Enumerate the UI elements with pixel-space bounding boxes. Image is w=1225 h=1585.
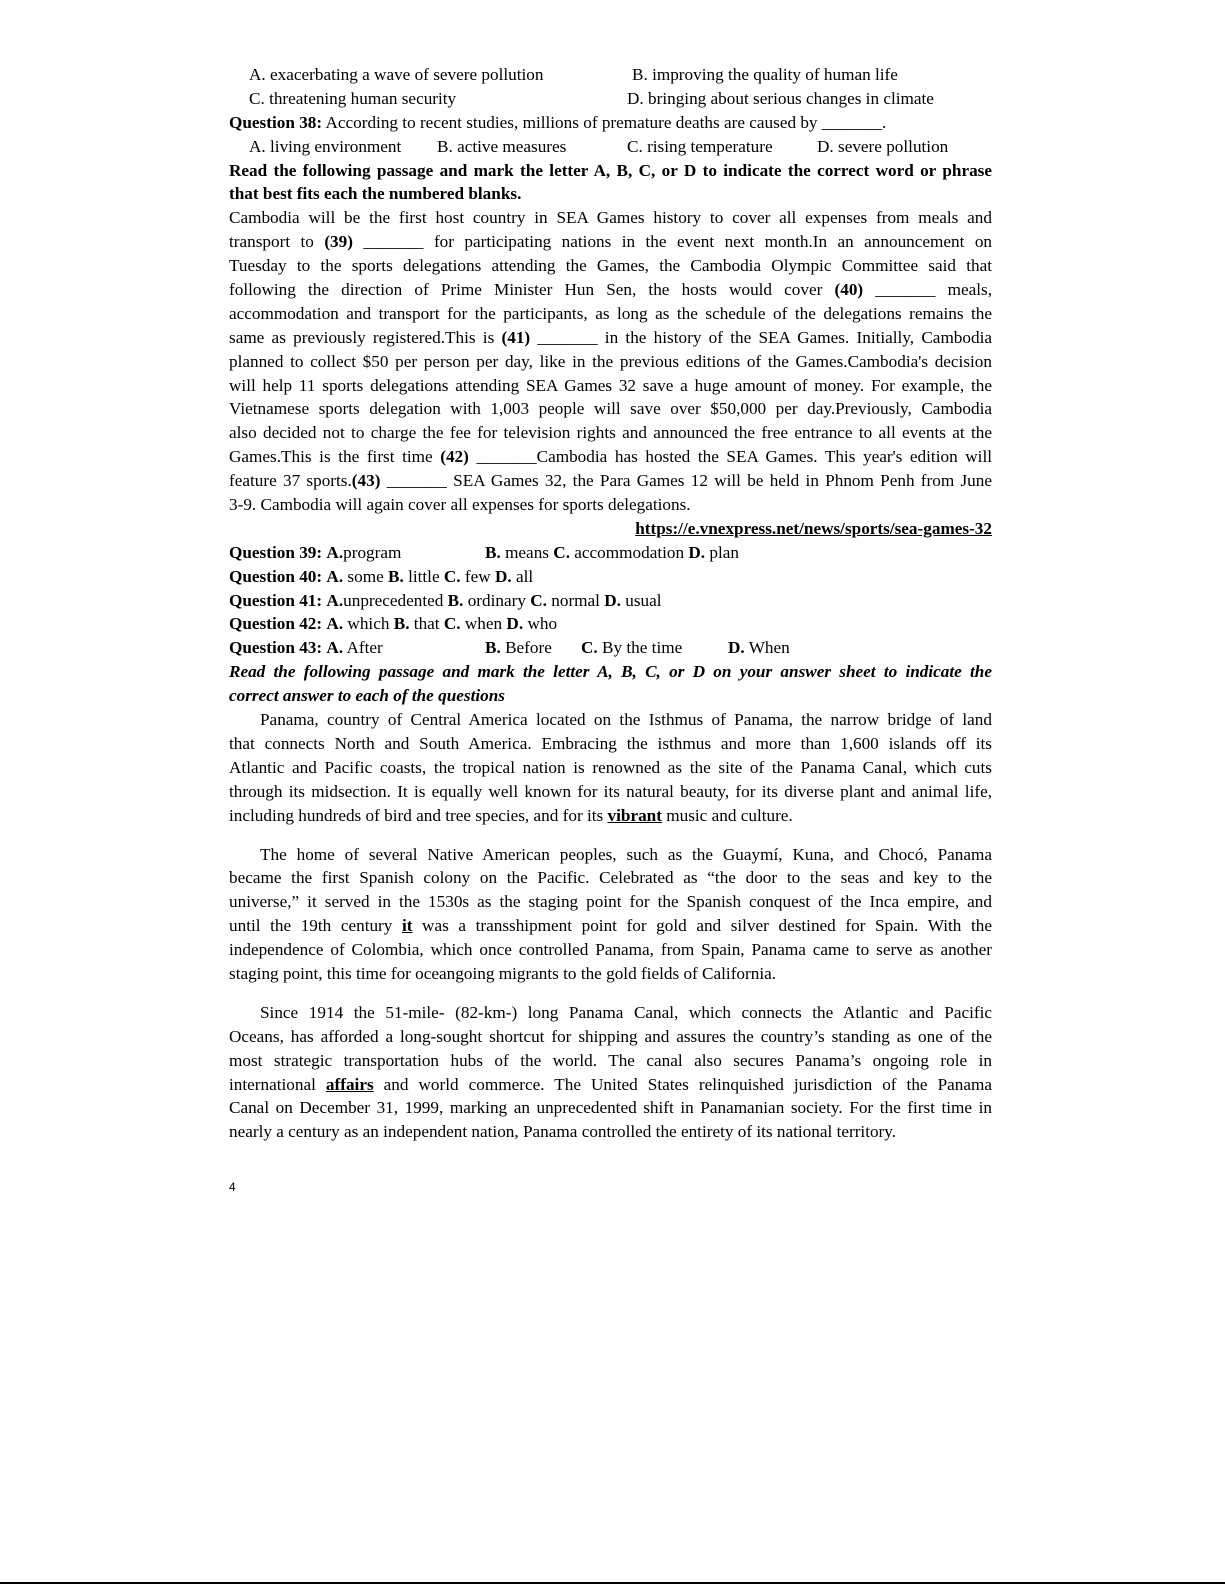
passage-line: transport to (39) _______ for participating nations in the event next month.In an announcement on [229, 232, 993, 252]
passage-line: Games.This is the first time (42) _______Cambodia has hosted the SEA Games. This year's edition will [229, 447, 992, 467]
passage-line: following the direction of Prime Minister Hun Sen, the hosts would cover (40) _______ meals, [229, 280, 992, 300]
passage-line: Since 1914 the 51-mile- (82-km-) long Panama Canal, which connects the Atlantic and Pacific [260, 1002, 992, 1022]
blank-42: (42) [440, 447, 469, 467]
question-39: Question 39: A.program B. means C. accommodation D. plan [229, 542, 739, 562]
passage-line: Atlantic and Pacific coasts, the tropical nation is renowned as the site of the Panama Canal, which cuts [229, 757, 992, 777]
passage-line: will help 11 sports delegations attending SEA Games 32 save a huge amount of money. For example, the [229, 375, 992, 395]
passage-line: staging point, this time for oceangoing migrants to the gold fields of California. [229, 963, 777, 983]
underlined-word-it: it [401, 916, 413, 936]
passage-line: that connects North and South America. Embracing the isthmus and more than 1,600 islands off its [229, 733, 992, 753]
question-42: Question 42: A. which B. that C. when D. who [229, 614, 558, 634]
instruction-1-line-2: that best fits each the numbered blanks. [229, 184, 522, 204]
q37-option-b: B. improving the quality of human life [632, 65, 898, 84]
q37-options-row-1 [229, 63, 992, 87]
q38-option-b: B. active measures [437, 136, 567, 156]
passage-line: universe,” it served in the 1530s as the staging point for the Spanish conquest of the Inca empire, and [229, 892, 992, 912]
passage-line: 3-9. Cambodia will again cover all expenses for sports delegations. [229, 495, 691, 515]
passage-line: Panama, country of Central America located on the Isthmus of Panama, the narrow bridge of land [260, 710, 992, 730]
q43-option-c: C. By the time [581, 638, 683, 658]
bottom-divider [0, 1582, 1225, 1584]
passage-line: nearly a century as an independent nation, Panama controlled the entirety of its national territory. [229, 1122, 897, 1142]
passage-line: Canal on December 31, 1999, marking an unprecedented shift in Panamanian society. For the first time in [229, 1098, 992, 1118]
passage-line: until the 19th century it was a transshipment point for gold and silver destined for Spain. With the [229, 916, 992, 936]
blank-39: (39) [324, 232, 353, 252]
q38-option-a: A. living environment [249, 136, 402, 156]
passage-line: Vietnamese sports delegation with 1,003 people will save over $50,000 per day.Previously, Cambodia [229, 399, 992, 419]
q37-option-d: D. bringing about serious changes in climate [627, 88, 934, 108]
passage-line: The home of several Native American peoples, such as the Guaymí, Kuna, and Chocó, Panama [260, 844, 992, 864]
underlined-word-vibrant: vibrant [607, 805, 662, 825]
q38-options [229, 135, 992, 159]
document-page [229, 63, 992, 1144]
question-41: Question 41: A.unprecedented B. ordinary C. normal D. usual [229, 590, 662, 610]
passage-line: feature 37 sports.(43) _______ SEA Games 32, the Para Games 12 will be held in Phnom Penh from June [229, 471, 992, 491]
blank-40: (40) [834, 280, 864, 300]
passage-line: international affairs and world commerce. The United States relinquished jurisdiction of the Panama [229, 1074, 992, 1094]
passage-cambodia [229, 206, 992, 540]
blank-41: (41) [501, 327, 531, 347]
passage-line: through its midsection. It is equally well known for its natural beauty, for its diverse plant and animal life, [229, 781, 992, 801]
passage-panama [229, 708, 992, 1144]
passage-line: most strategic transportation hubs of the world. The canal also secures Panama’s ongoing role in [229, 1050, 992, 1070]
q37-option-c: C. threatening human security [249, 88, 457, 108]
q38-option-d: D. severe pollution [817, 136, 949, 156]
page-number: 4 [229, 1180, 236, 1194]
question-43: Question 43: A. After B. Before D. When C. By the time [229, 636, 992, 660]
passage-line: independence of Colombia, which once controlled Panama, from Spain, Panama came to serve as another [229, 940, 992, 960]
source-link[interactable]: https://e.vnexpress.net/news/sports/sea-games-32 [635, 518, 992, 538]
q38-stem: Question 38: According to recent studies, millions of premature deaths are caused by _______. [229, 112, 887, 132]
passage-line: became the first Spanish colony on the Pacific. Celebrated as “the door to the seas and key to the [229, 868, 992, 888]
question-40: Question 40: A. some B. little C. few D. all [229, 566, 534, 586]
passage-line: accommodation and transport for the participants, as long as the schedule of the delegations remains the [229, 303, 992, 323]
blank-43: (43) [351, 471, 381, 491]
passage-line: Tuesday to the sports delegations attending the Games, the Cambodia Olympic Committee said that [229, 256, 992, 276]
q37-options-row-2 [229, 87, 992, 111]
passage-line: planned to collect $50 per person per day, like in the previous editions of the Games.Cambodia's decision [229, 351, 992, 371]
q38-option-c: C. rising temperature [627, 136, 773, 156]
underlined-word-affairs: affairs [325, 1074, 374, 1094]
passage-line: Oceans, has afforded a long-sought shortcut for shipping and assures the country’s standing as one of the [229, 1026, 992, 1046]
instruction-1-line-1: Read the following passage and mark the letter A, B, C, or D to indicate the correct word or phrase [229, 160, 992, 180]
passage-line: same as previously registered.This is (41) _______ in the history of the SEA Games. Initially, Cambodia [229, 327, 992, 347]
passage-line: Cambodia will be the first host country in SEA Games history to cover all expenses from meals and [229, 208, 992, 228]
q37-option-a: A. exacerbating a wave of severe pollution [249, 65, 544, 84]
instruction-2-line-2: correct answer to each of the questions [229, 686, 505, 706]
instruction-2-line-1: Read the following passage and mark the letter A, B, C, or D on your answer sheet to indicate the [229, 662, 992, 682]
passage-line: also decided not to charge the fee for television rights and announced the free entrance to all events at the [229, 423, 992, 443]
passage-line: including hundreds of bird and tree species, and for its vibrant music and culture. [229, 805, 793, 825]
